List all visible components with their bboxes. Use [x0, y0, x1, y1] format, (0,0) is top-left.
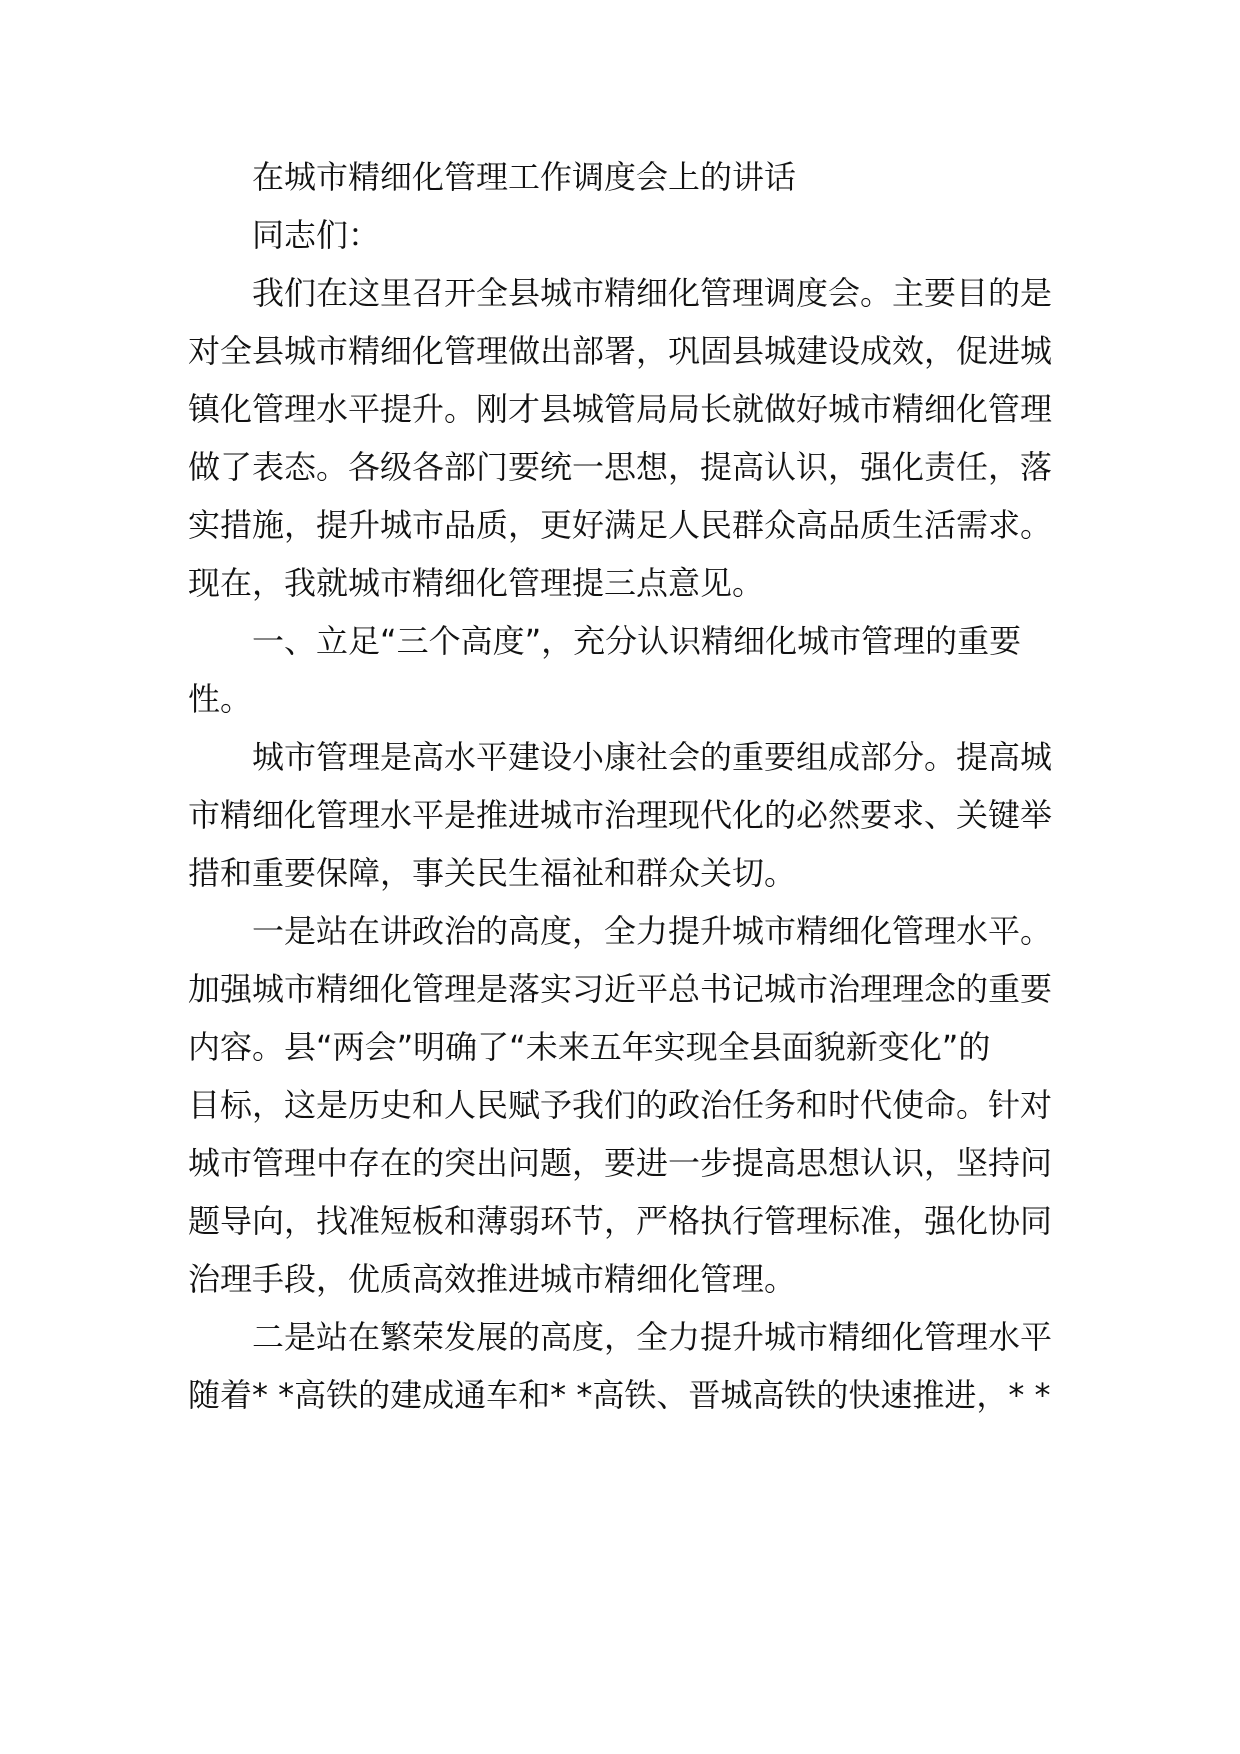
paragraph-line: 市精细化管理水平是推进城市治理现代化的必然要求、关键举	[188, 796, 1053, 834]
paragraph-line: 二是站在繁荣发展的高度，全力提升城市精细化管理水平	[252, 1318, 1053, 1356]
paragraph-line: 随着* *高铁的建成通车和* *高铁、晋城高铁的快速推进，* *	[188, 1376, 1051, 1414]
paragraph-line: 内容。县“两会”明确了“未来五年实现全县面貌新变化”的	[188, 1028, 991, 1066]
paragraph-line: 目标，这是历史和人民赋予我们的政治任务和时代使命。针对	[188, 1086, 1053, 1124]
paragraph-line: 城市管理中存在的突出问题，要进一步提高思想认识，坚持问	[188, 1144, 1053, 1182]
paragraph-line: 城市管理是高水平建设小康社会的重要组成部分。提高城	[252, 738, 1053, 776]
paragraph-line: 现在，我就城市精细化管理提三点意见。	[188, 564, 765, 602]
paragraph-line: 做了表态。各级各部门要统一思想，提高认识，强化责任，落	[188, 448, 1053, 486]
paragraph-line: 一是站在讲政治的高度，全力提升城市精细化管理水平。	[252, 912, 1053, 950]
paragraph-line: 治理手段，优质高效推进城市精细化管理。	[188, 1260, 797, 1298]
paragraph-line: 实措施，提升城市品质，更好满足人民群众高品质生活需求。	[188, 506, 1053, 544]
paragraph-line: 对全县城市精细化管理做出部署，巩固县城建设成效，促进城	[188, 332, 1053, 370]
salutation: 同志们：	[252, 216, 381, 254]
paragraph-line: 我们在这里召开全县城市精细化管理调度会。主要目的是	[252, 274, 1053, 312]
paragraph-line: 题导向，找准短板和薄弱环节，严格执行管理标准，强化协同	[188, 1202, 1053, 1240]
section-heading-line: 性。	[188, 680, 253, 718]
section-heading-line: 一、立足“三个高度”，充分认识精细化城市管理的重要	[252, 622, 1022, 660]
paragraph-line: 镇化管理水平提升。刚才县城管局局长就做好城市精细化管理	[188, 390, 1053, 428]
paragraph-line: 措和重要保障，事关民生福祉和群众关切。	[188, 854, 797, 892]
document-title: 在城市精细化管理工作调度会上的讲话	[252, 158, 797, 196]
paragraph-line: 加强城市精细化管理是落实习近平总书记城市治理理念的重要	[188, 970, 1053, 1008]
